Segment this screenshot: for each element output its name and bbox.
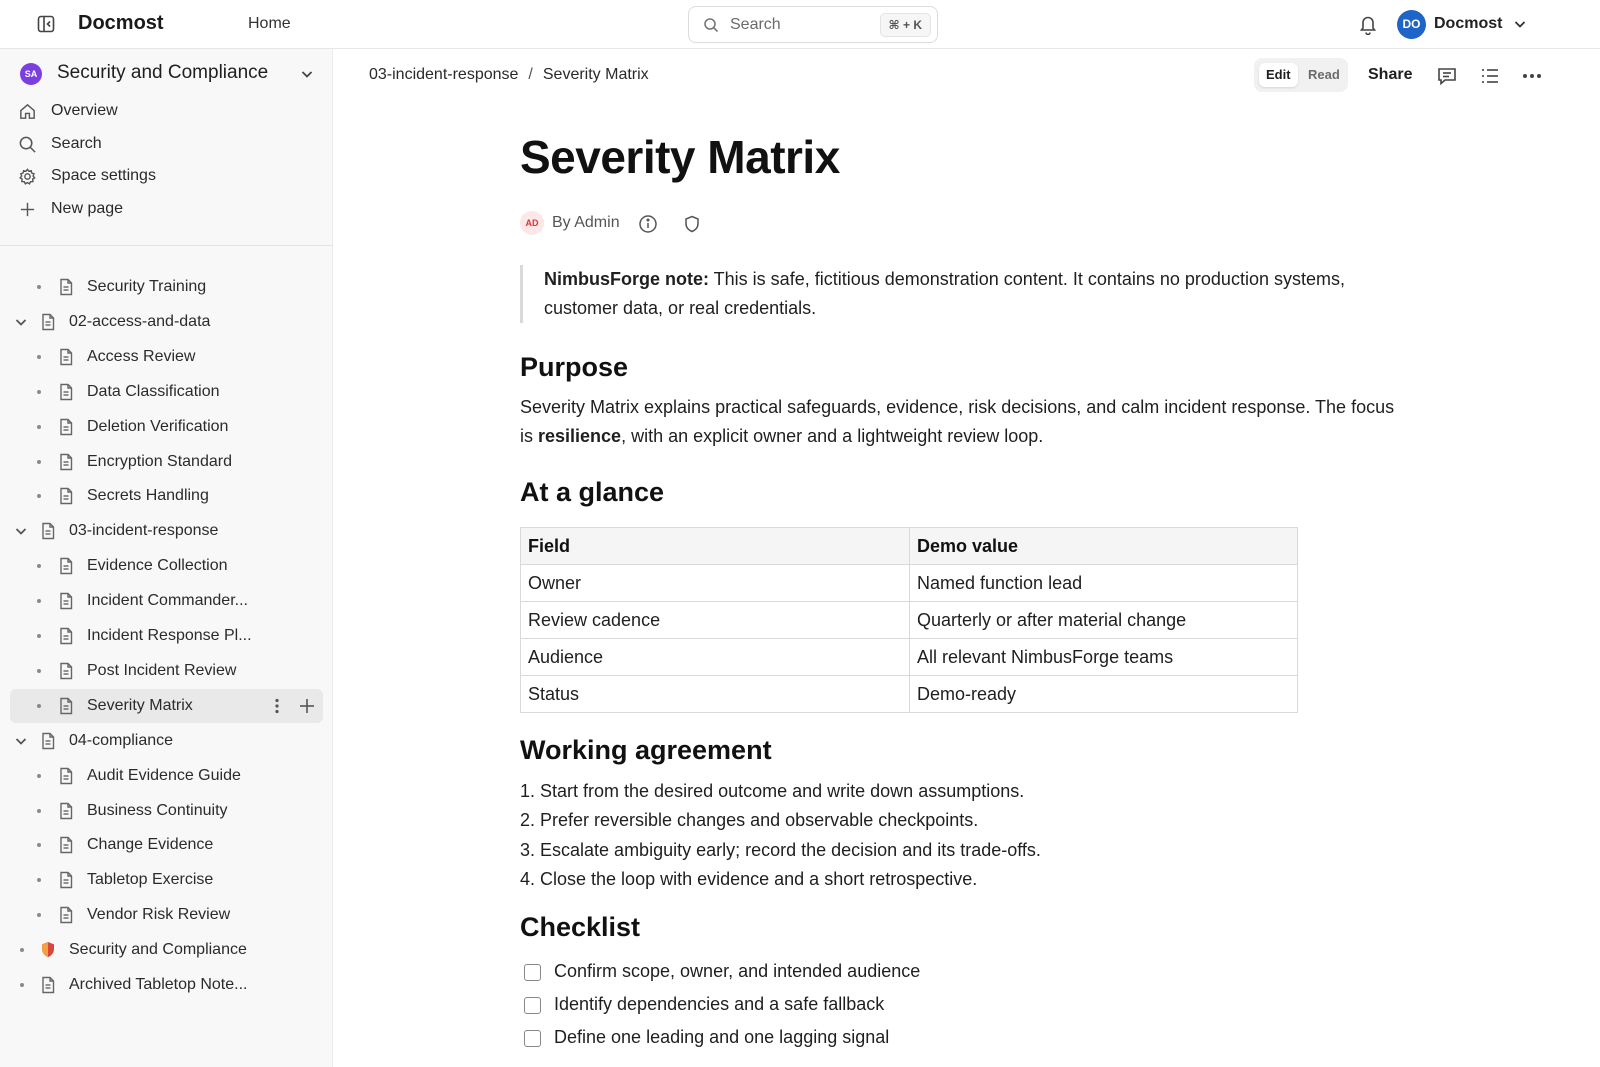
tree-bullet <box>37 634 41 638</box>
add-subpage-icon[interactable] <box>298 697 316 715</box>
table-row <box>521 602 1298 639</box>
note-callout <box>520 265 1400 323</box>
gear-icon <box>18 167 37 186</box>
sidebar-tree-item-business-continuity[interactable] <box>10 794 323 828</box>
table-cell: Status <box>521 676 910 713</box>
comments-icon[interactable] <box>1436 66 1458 86</box>
search-placeholder: Search <box>730 16 781 33</box>
checkbox[interactable] <box>524 1030 541 1047</box>
table-cell: Named function lead <box>910 565 1298 602</box>
tree-bullet <box>37 913 41 917</box>
table-cell: Owner <box>521 565 910 602</box>
table-header-cell: Demo value <box>910 528 1298 565</box>
breadcrumb-parent-link[interactable]: 03-incident-response <box>369 66 519 83</box>
document-icon <box>58 487 74 505</box>
note-label: NimbusForge note: <box>544 269 709 289</box>
sidebar-tree-item-data-classification[interactable] <box>10 375 323 409</box>
checkbox[interactable] <box>524 997 541 1014</box>
sidebar-tree-label: Secrets Handling <box>87 487 209 505</box>
table-row <box>521 639 1298 676</box>
sidebar-tree-label: Audit Evidence Guide <box>87 766 241 784</box>
table-header-cell: Field <box>521 528 910 565</box>
author-byline: By Admin <box>552 214 620 231</box>
table-of-contents-icon[interactable] <box>1479 66 1501 86</box>
document-icon <box>40 976 56 994</box>
table-cell: Audience <box>521 639 910 676</box>
space-name: Security and Compliance <box>57 62 269 83</box>
document-icon <box>58 592 74 610</box>
sidebar-tree-label: Business Continuity <box>87 801 228 819</box>
purpose-heading: Purpose <box>520 352 629 382</box>
chevron-down-icon <box>299 66 315 82</box>
document-icon <box>58 627 74 645</box>
sidebar-tree-item-vendor-risk-review[interactable] <box>10 898 323 932</box>
at-a-glance-table <box>520 527 1298 713</box>
sidebar-tree-label: Deletion Verification <box>87 417 229 435</box>
sidebar-tree-label: Access Review <box>87 347 196 365</box>
sidebar-item-space-settings[interactable] <box>18 162 308 190</box>
tree-bullet <box>37 669 41 673</box>
document-icon <box>58 418 74 436</box>
list-item: 1. Start from the desired outcome and write down assumptions. <box>520 781 1025 801</box>
top-bar <box>0 0 1600 49</box>
edit-read-toggle <box>1254 58 1348 92</box>
sidebar-item-label: Overview <box>51 102 118 119</box>
plus-icon <box>18 200 37 219</box>
sidebar-tree-label: Archived Tabletop Note... <box>69 976 248 993</box>
sidebar-tree-item-severity-matrix[interactable] <box>10 689 323 723</box>
sidebar-tree-label: Vendor Risk Review <box>87 906 231 924</box>
sidebar-tree-item-tabletop-exercise[interactable] <box>10 863 323 897</box>
checklist-item <box>524 991 1124 1021</box>
chevron-down-icon[interactable] <box>13 733 29 749</box>
list-item: 2. Prefer reversible changes and observable checkpoints. <box>520 810 979 831</box>
document-icon <box>58 557 74 575</box>
sidebar-tree-item-post-incident-review[interactable] <box>10 654 323 688</box>
tree-bullet <box>37 878 41 882</box>
sidebar-tree-item-incident-commander[interactable] <box>10 584 323 618</box>
search-bar[interactable] <box>688 6 938 43</box>
home-link[interactable]: Home <box>248 15 291 32</box>
document-icon <box>58 871 74 889</box>
info-icon[interactable] <box>638 214 658 234</box>
document-icon <box>58 662 74 680</box>
sidebar-tree-label: Encryption Standard <box>87 452 232 470</box>
shield-icon[interactable] <box>682 214 702 234</box>
tree-bullet <box>37 285 41 289</box>
search-shortcut-badge: ⌘ + K <box>880 13 931 37</box>
document-icon <box>58 453 74 471</box>
chevron-down-icon[interactable] <box>13 314 29 330</box>
chevron-down-icon[interactable] <box>13 523 29 539</box>
breadcrumb <box>369 66 649 84</box>
sidebar-divider <box>0 245 333 246</box>
sidebar-tree-item-03-incident-response[interactable] <box>10 514 323 548</box>
checklist-item <box>524 958 1124 988</box>
notifications-bell-icon[interactable] <box>1358 13 1378 35</box>
sidebar-item-label: Search <box>51 135 102 152</box>
document-icon <box>40 313 56 331</box>
sidebar-tree-item-access-review[interactable] <box>10 340 323 374</box>
space-switcher[interactable] <box>20 60 320 90</box>
share-button[interactable]: Share <box>1368 66 1413 83</box>
user-menu-name[interactable]: Docmost <box>1434 15 1503 32</box>
sidebar-item-search[interactable] <box>18 130 308 158</box>
sidebar-tree-item-security-training[interactable] <box>10 270 323 304</box>
working-agreement-heading: Working agreement <box>520 735 772 765</box>
user-avatar[interactable]: DO <box>1397 10 1426 39</box>
working-agreement-list <box>520 777 1041 894</box>
table-cell: Demo-ready <box>910 676 1298 713</box>
tree-bullet <box>37 599 41 603</box>
search-icon <box>18 135 37 154</box>
tree-bullet <box>37 843 41 847</box>
sidebar-tree-label: 03-incident-response <box>69 522 219 540</box>
sidebar-item-label: Space settings <box>51 167 156 184</box>
sidebar-tree-label: Tabletop Exercise <box>87 871 214 889</box>
home-icon <box>18 102 37 121</box>
checklist-item-text: Identify dependencies and a safe fallback <box>554 994 885 1014</box>
tree-bullet <box>37 809 41 813</box>
app-logo[interactable]: Docmost <box>78 12 164 34</box>
document-icon <box>58 836 74 854</box>
document-icon <box>58 767 74 785</box>
more-vertical-icon[interactable] <box>268 697 286 715</box>
sidebar-tree-label: Severity Matrix <box>87 696 193 714</box>
list-item: 3. Escalate ambiguity early; record the decision and its trade-offs. <box>520 839 1041 860</box>
chevron-down-icon[interactable] <box>1512 16 1528 32</box>
tree-bullet <box>37 425 41 429</box>
sidebar-tree-item-deletion-verification[interactable] <box>10 410 323 444</box>
purpose-paragraph <box>520 393 1410 451</box>
table-cell: Quarterly or after material change <box>910 602 1298 639</box>
sidebar-item-overview[interactable] <box>18 97 308 125</box>
sidebar-tree-label: 04-compliance <box>69 731 174 749</box>
checklist-heading: Checklist <box>520 912 641 942</box>
sidebar-tree-item-04-compliance[interactable] <box>10 724 323 758</box>
tree-bullet <box>20 948 24 952</box>
table-header-row <box>521 528 1298 565</box>
more-options-icon[interactable] <box>1521 66 1543 86</box>
tree-bullet <box>37 494 41 498</box>
tree-bullet <box>37 774 41 778</box>
sidebar-tree-label: Evidence Collection <box>87 557 228 575</box>
breadcrumb-separator: / <box>528 66 533 83</box>
sidebar-tree-label: Post Incident Review <box>87 661 237 679</box>
sidebar-tree-item-encryption-standard[interactable] <box>10 445 323 479</box>
document-icon <box>58 348 74 366</box>
sidebar-tree-item-incident-response-pl[interactable] <box>10 619 323 653</box>
sidebar <box>0 49 333 1067</box>
tree-bullet <box>37 390 41 394</box>
sidebar-tree-label: Change Evidence <box>87 836 214 854</box>
tree-bullet <box>37 460 41 464</box>
sidebar-tree-item-02-access-and-data[interactable] <box>10 305 323 339</box>
sidebar-tree-label: 02-access-and-data <box>69 312 211 330</box>
tree-bullet <box>37 564 41 568</box>
sidebar-item-label: New page <box>51 200 124 217</box>
document-icon <box>58 278 74 296</box>
tree-bullet <box>20 983 24 987</box>
sidebar-tree-label: Security Training <box>87 278 207 295</box>
sidebar-tree-item-change-evidence[interactable] <box>10 828 323 862</box>
table-row <box>521 676 1298 713</box>
document-icon <box>40 732 56 750</box>
document-icon <box>58 383 74 401</box>
read-mode-button[interactable]: Read <box>1308 67 1340 82</box>
purpose-text: Severity Matrix explains practical safeguards, evidence, risk decisions, and calm incident response. The focus is <box>520 397 1395 446</box>
document-icon <box>58 906 74 924</box>
sidebar-tree-item-audit-evidence-guide[interactable] <box>10 759 323 793</box>
checklist-item-text: Confirm scope, owner, and intended audience <box>554 961 921 981</box>
sidebar-tree-item-secrets-handling[interactable] <box>10 479 323 513</box>
sidebar-tree-item-security-and-compliance[interactable] <box>10 933 323 967</box>
edit-mode-button[interactable]: Edit <box>1259 63 1298 87</box>
tree-bullet <box>37 704 41 708</box>
page-title[interactable]: Severity Matrix <box>520 131 840 183</box>
document-icon <box>58 697 74 715</box>
sidebar-tree-label: Data Classification <box>87 382 220 400</box>
checklist-item <box>524 1024 1124 1054</box>
checklist-item-text: Define one leading and one lagging signal <box>554 1027 890 1047</box>
shield-emoji-icon <box>40 941 56 959</box>
tree-bullet <box>37 355 41 359</box>
table-cell: All relevant NimbusForge teams <box>910 639 1298 676</box>
breadcrumb-current[interactable]: Severity Matrix <box>542 66 649 83</box>
document-icon <box>40 522 56 540</box>
sidebar-tree-label: Security and Compliance <box>69 941 247 959</box>
note-text: This is safe, fictitious demonstration content. It contains no production systems, customer data, or real credentials. <box>544 269 1345 318</box>
table-row <box>521 565 1298 602</box>
space-avatar: SA <box>20 63 42 85</box>
sidebar-item-new-page[interactable] <box>18 195 308 223</box>
purpose-text: , with an explicit owner and a lightweight review loop. <box>621 426 1044 446</box>
sidebar-tree-item-archived-tabletop-note[interactable] <box>10 968 323 1002</box>
at-a-glance-heading: At a glance <box>520 477 665 507</box>
sidebar-tree-label: Incident Response Pl... <box>87 627 252 644</box>
author-avatar: AD <box>520 211 544 235</box>
sidebar-tree-label: Incident Commander... <box>87 592 248 610</box>
purpose-bold-text: resilience <box>538 426 622 446</box>
document-icon <box>58 802 74 820</box>
list-item: 4. Close the loop with evidence and a short retrospective. <box>520 868 978 889</box>
sidebar-toggle-icon[interactable] <box>36 14 56 34</box>
sidebar-tree-item-evidence-collection[interactable] <box>10 549 323 583</box>
table-cell: Review cadence <box>521 602 910 639</box>
checkbox[interactable] <box>524 964 541 981</box>
search-icon <box>703 17 719 33</box>
